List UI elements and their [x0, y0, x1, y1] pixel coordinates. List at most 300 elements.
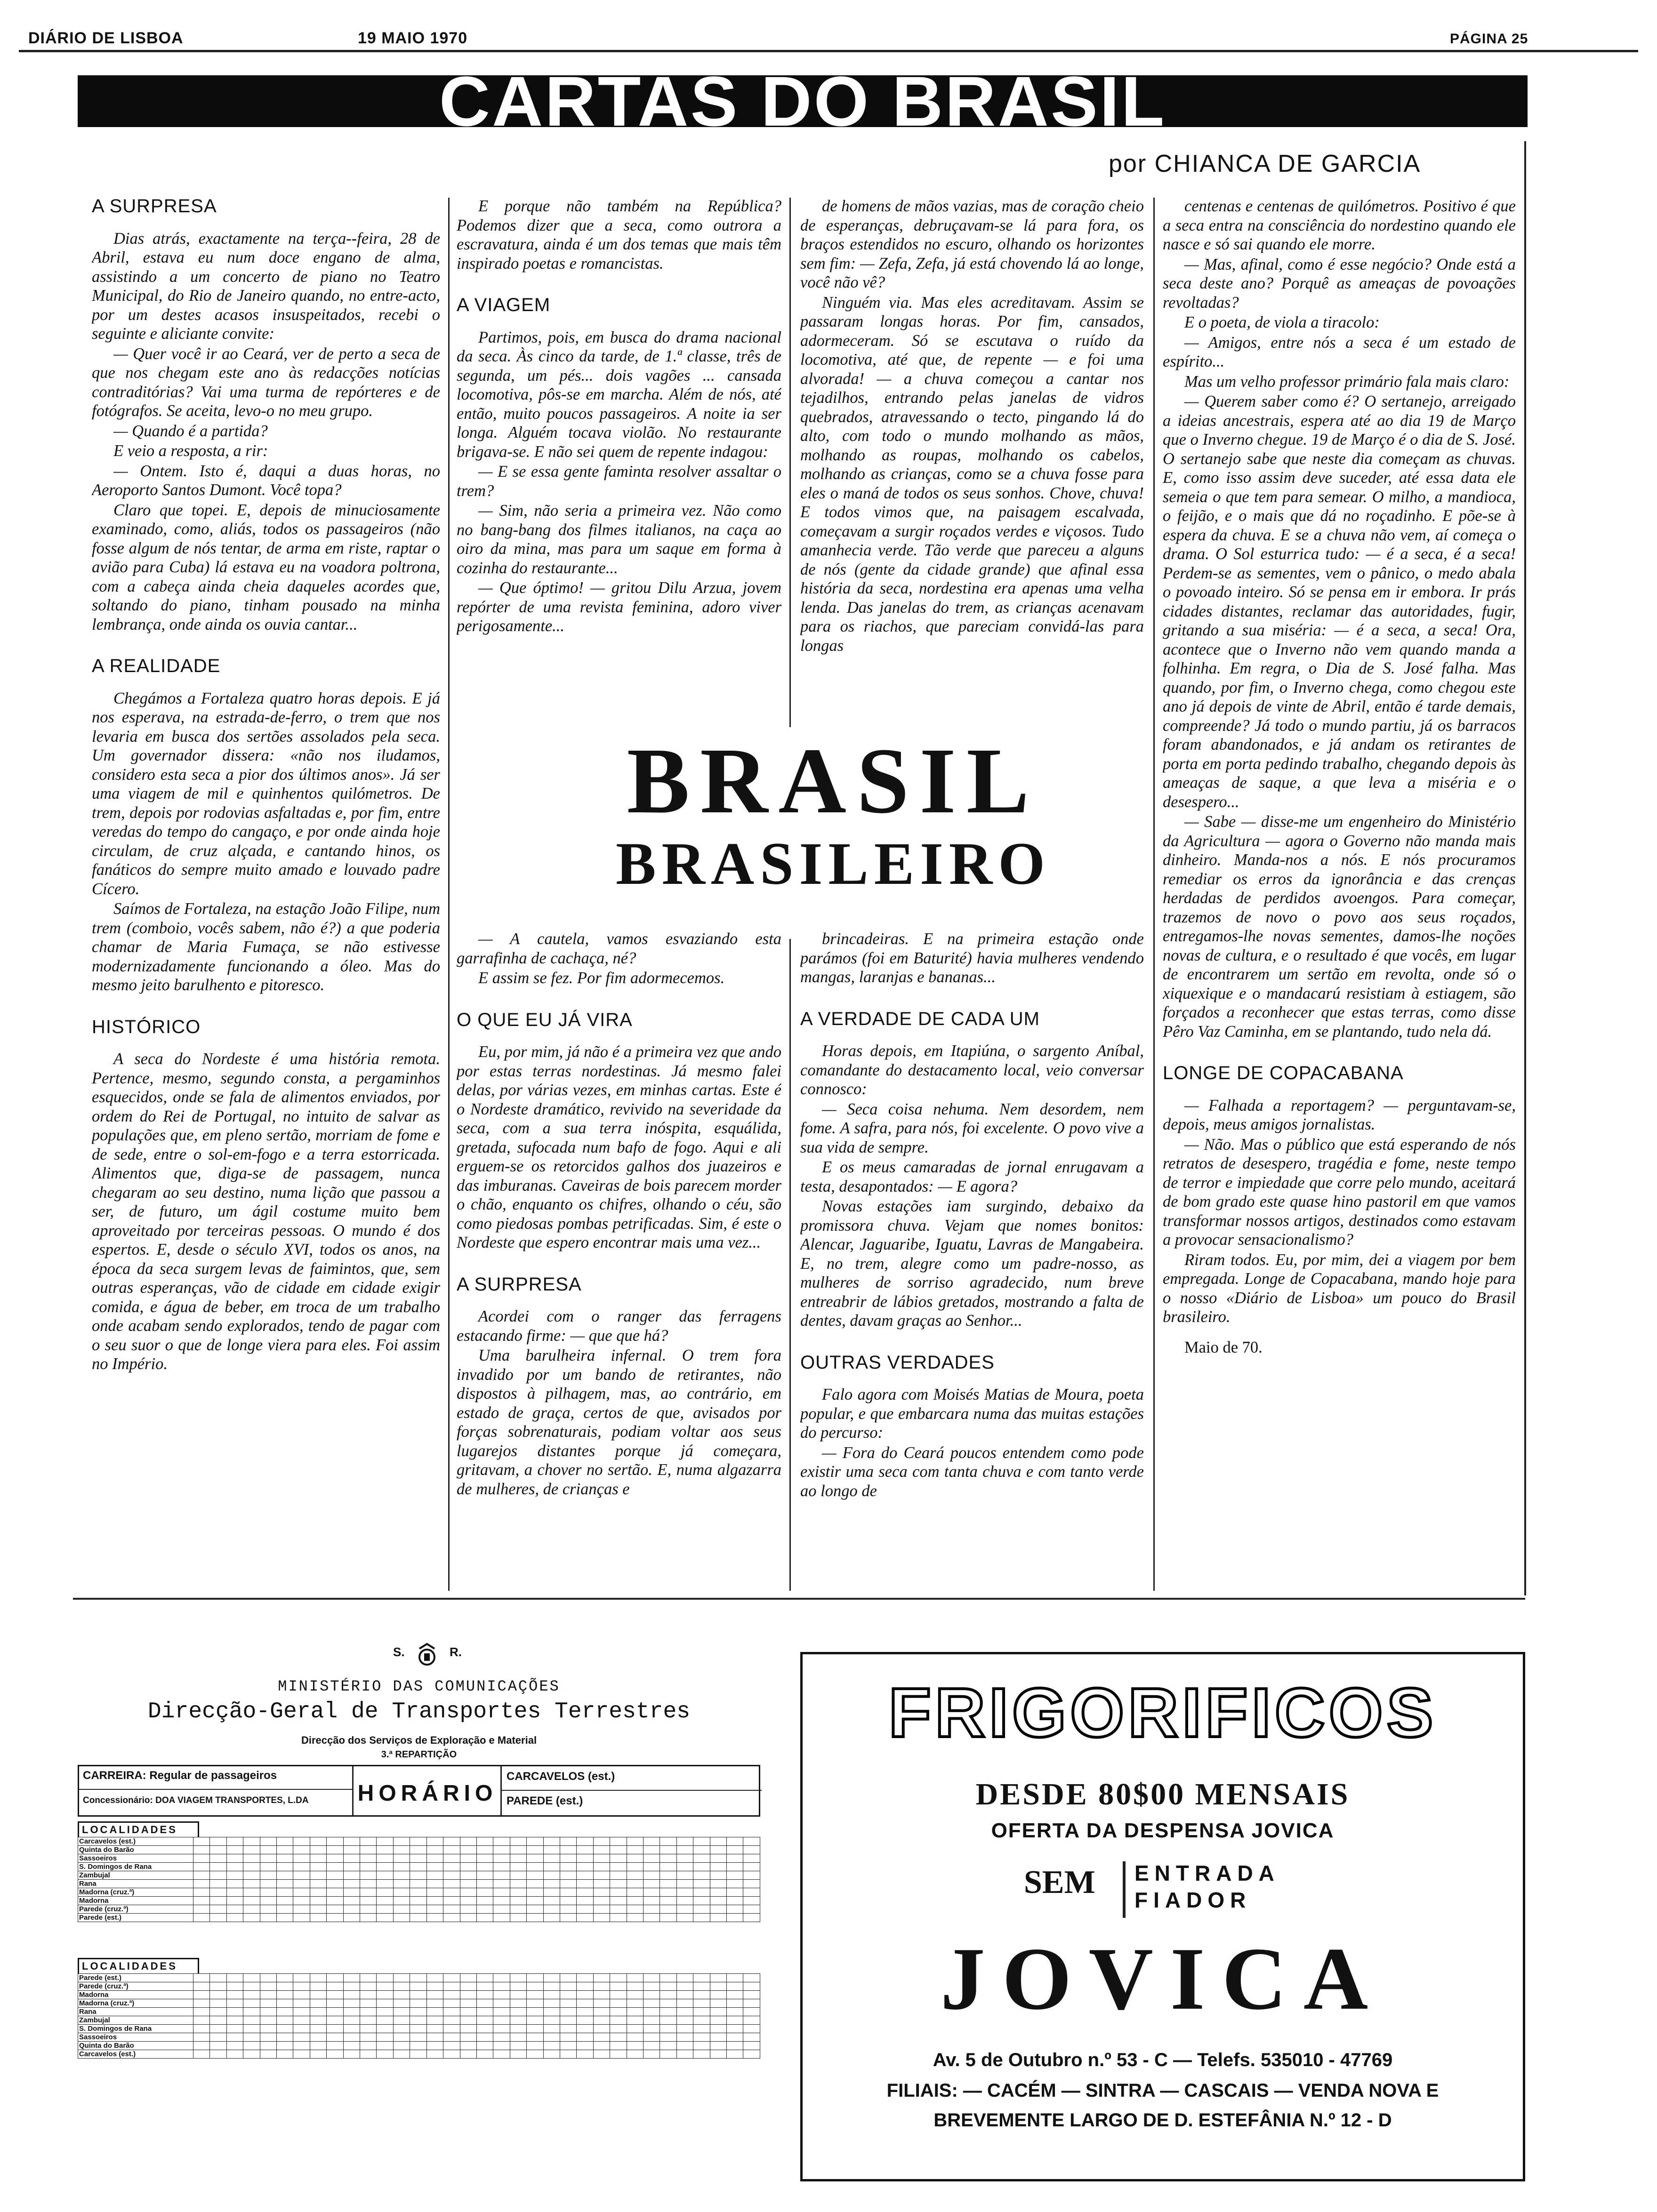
- time-cell: [527, 2025, 543, 2033]
- time-cell: [693, 1974, 710, 1982]
- time-cell: [410, 1982, 426, 1991]
- time-cell: [627, 2050, 643, 2059]
- time-cell: [293, 1837, 310, 1846]
- time-cell: [693, 1863, 710, 1871]
- time-cell: [510, 1897, 526, 1905]
- time-cell: [593, 1837, 610, 1846]
- time-cell: [243, 2033, 260, 2042]
- time-cell: [610, 2050, 627, 2059]
- route-type: CARREIRA: Regular de passageiros: [83, 1769, 277, 1782]
- time-cell: [260, 1905, 276, 1914]
- paragraph: — Sabe — disse-me um engenheiro do Ministério da Agricultura — agora o Governo não manda mais dinheiro. Manda-nos a nós. E nós procuramos remediar os erros da ignorância e das crenças herdadas de perdidos avoengos. Para começar, trazemos de novo o povo aos seus roçados, entregamos-lhe novas sementes, damos-lhe noções novas de cultura, e o resultado é que vocês, em lugar de encontrarem um sertão em revolta, onde só o xiquexique e o mandacarú resistiam à estiagem, são forçados a reconhecer que estas terras, como disse Pêro Vaz Caminha, em se plantando, tudo nela dá.: [1163, 813, 1516, 1041]
- time-cell: [743, 1846, 760, 1854]
- time-cell: [443, 1999, 460, 2008]
- timetable-return: [78, 1958, 760, 2059]
- time-cell: [577, 1888, 593, 1897]
- feature-subtitle: BRASILEIRO: [616, 830, 1051, 897]
- time-cell: [543, 2016, 560, 2025]
- subheading-a-realidade: A REALIDADE: [92, 656, 221, 676]
- paragraph: de homens de mãos vazias, mas de coração cheio de esperanças, debruçavam-se lá para fora, os braços estendidos no escuro, olhando os horizontes sem fim: — Zefa, Zefa, já está chovendo lá ao longe, você não vê?: [800, 197, 1144, 291]
- time-cell: [277, 1888, 293, 1897]
- time-cell: [560, 1905, 576, 1914]
- time-cell: [310, 1974, 326, 1982]
- timetable-header: [78, 1765, 760, 1817]
- time-cell: [377, 1863, 393, 1871]
- timetable-row: [78, 1905, 760, 1914]
- paragraph: Saímos de Fortaleza, na estação João Filipe, num trem (comboio, vocês sabem, não é?) a que poderia chamar de Maria Fumaça, se não estivesse modernizadamente funcionando a óleo. Mas do mesmo jeito barulhento e pitoresco.: [92, 900, 440, 994]
- time-cell: [627, 1999, 643, 2008]
- time-cell: [426, 2025, 443, 2033]
- time-cell: [210, 1897, 226, 1905]
- time-cell: [676, 2033, 693, 2042]
- time-cell: [693, 1871, 710, 1880]
- time-cell: [527, 2016, 543, 2025]
- time-cell: [610, 1871, 627, 1880]
- time-cell: [310, 1837, 326, 1846]
- time-cell: [476, 1871, 493, 1880]
- time-cell: [710, 1880, 726, 1888]
- time-cell: [226, 1974, 243, 1982]
- time-cell: [327, 2008, 343, 2016]
- time-cell: [577, 2008, 593, 2016]
- time-cell: [310, 1863, 326, 1871]
- time-cell: [243, 1871, 260, 1880]
- time-cell: [543, 1888, 560, 1897]
- time-cell: [543, 1974, 560, 1982]
- time-cell: [193, 1974, 210, 1982]
- time-cell: [693, 1999, 710, 2008]
- time-cell: [710, 1999, 726, 2008]
- time-cell: [510, 2025, 526, 2033]
- time-cell: [310, 1888, 326, 1897]
- time-cell: [193, 2008, 210, 2016]
- time-cell: [277, 1863, 293, 1871]
- stop-name: Madorna (cruz.ª): [78, 1888, 193, 1897]
- time-cell: [443, 2008, 460, 2016]
- time-cell: [360, 1905, 377, 1914]
- time-cell: [510, 1982, 526, 1991]
- time-cell: [460, 1837, 476, 1846]
- timetable-label: HORÁRIO: [357, 1781, 498, 1806]
- time-cell: [593, 2042, 610, 2050]
- time-cell: [577, 1880, 593, 1888]
- time-cell: [343, 1880, 360, 1888]
- time-cell: [627, 1905, 643, 1914]
- time-cell: [543, 1897, 560, 1905]
- time-cell: [243, 1837, 260, 1846]
- advert-company: JOVICA: [940, 1930, 1385, 2028]
- time-cell: [643, 1982, 660, 1991]
- time-cell: [360, 1999, 377, 2008]
- time-cell: [610, 1905, 627, 1914]
- header-divider: [79, 1789, 352, 1790]
- stop-name: Parede (est.): [78, 1974, 193, 1982]
- time-cell: [643, 1999, 660, 2008]
- time-cell: [360, 2008, 377, 2016]
- time-cell: [693, 1982, 710, 1991]
- time-cell: [510, 1974, 526, 1982]
- time-cell: [710, 1846, 726, 1854]
- time-cell: [243, 2042, 260, 2050]
- time-cell: [627, 1871, 643, 1880]
- time-cell: [560, 1837, 576, 1846]
- time-cell: [676, 1905, 693, 1914]
- time-cell: [310, 1871, 326, 1880]
- timetable-table: [78, 1973, 760, 2059]
- operator: Concessionário: DOA VIAGEM TRANSPORTES, L.DA: [83, 1795, 309, 1805]
- time-cell: [577, 1905, 593, 1914]
- paragraph: Partimos, pois, em busca do drama nacional da seca. Às cinco da tarde, de 1.ª classe, três de segunda, um pés... dois vagões ... cansada locomotiva, pôs-se em marcha. Além de nós, até então, muito poucos passageiros. A noite ia ser longa. Alguém tocava violão. No restaurante brigava-se. E não sei quem de repente indagou:: [457, 328, 781, 461]
- time-cell: [727, 2042, 743, 2050]
- time-cell: [360, 2042, 377, 2050]
- paragraph: Riram todos. Eu, por mim, dei a viagem por bem empregada. Longe de Copacabana, mando hoje para o nosso «Diário de Lisboa» um pouco do Brasil brasileiro.: [1163, 1250, 1516, 1326]
- time-cell: [243, 2008, 260, 2016]
- paragraph: Claro que topei. E, depois de minuciosamente examinado, como, aliás, todos os passageiros (não fosse algum de nós tentar, de arma em riste, raptar o avião para Cuba) lá estava eu na voadora poltrona, com a cabeça ainda cheia daqueles acordes que, soltando do piano, tinham pousado na minha lembrança, onde ainda os ouvia cantar...: [92, 501, 440, 633]
- time-cell: [543, 1846, 560, 1854]
- time-cell: [577, 1854, 593, 1863]
- time-cell: [493, 2016, 510, 2025]
- time-cell: [527, 1854, 543, 1863]
- time-cell: [210, 1863, 226, 1871]
- timetable-row: [78, 1880, 760, 1888]
- localities-header-2: LOCALIDADES: [78, 1958, 199, 1973]
- time-cell: [193, 2042, 210, 2050]
- time-cell: [260, 2016, 276, 2025]
- time-cell: [460, 1888, 476, 1897]
- time-cell: [277, 1974, 293, 1982]
- time-cell: [360, 2016, 377, 2025]
- paragraph: E porque não também na República? Podemos dizer que a seca, como outrora a escravatura, ainda é um dos temas que mais têm inspirado poetas e romancistas.: [457, 197, 781, 272]
- time-cell: [360, 1991, 377, 1999]
- time-cell: [743, 1974, 760, 1982]
- time-cell: [310, 1914, 326, 1922]
- time-cell: [443, 1888, 460, 1897]
- time-cell: [543, 1982, 560, 1991]
- time-cell: [693, 1905, 710, 1914]
- subheading-outras-verdades: OUTRAS VERDADES: [800, 1352, 995, 1373]
- time-cell: [410, 1991, 426, 1999]
- time-cell: [243, 1991, 260, 1999]
- time-cell: [293, 1846, 310, 1854]
- time-cell: [710, 1888, 726, 1897]
- time-cell: [393, 1914, 410, 1922]
- time-cell: [327, 2042, 343, 2050]
- time-cell: [193, 1897, 210, 1905]
- time-cell: [426, 1837, 443, 1846]
- paragraph: — Ontem. Isto é, daqui a duas horas, no Aeroporto Santos Dumont. Você topa?: [92, 462, 440, 499]
- time-cell: [527, 2033, 543, 2042]
- time-cell: [660, 1991, 676, 1999]
- time-cell: [676, 1897, 693, 1905]
- header-divider-v2: [500, 1766, 502, 1815]
- time-cell: [393, 1871, 410, 1880]
- time-cell: [610, 2025, 627, 2033]
- stop-name: Sassoeiros: [78, 1854, 193, 1863]
- time-cell: [610, 1880, 627, 1888]
- time-cell: [560, 1974, 576, 1982]
- time-cell: [727, 1905, 743, 1914]
- time-cell: [327, 2033, 343, 2042]
- time-cell: [277, 1837, 293, 1846]
- time-cell: [577, 2042, 593, 2050]
- time-cell: [277, 1871, 293, 1880]
- time-cell: [293, 1905, 310, 1914]
- time-cell: [226, 1888, 243, 1897]
- time-cell: [743, 2042, 760, 2050]
- paragraph: — A cautela, vamos esvaziando esta garrafinha de cachaça, né?: [457, 930, 781, 967]
- time-cell: [577, 2033, 593, 2042]
- time-cell: [476, 2050, 493, 2059]
- time-cell: [243, 1974, 260, 1982]
- time-cell: [226, 1999, 243, 2008]
- time-cell: [493, 1863, 510, 1871]
- time-cell: [443, 1905, 460, 1914]
- time-cell: [510, 2008, 526, 2016]
- time-cell: [460, 1854, 476, 1863]
- time-cell: [226, 1982, 243, 1991]
- time-cell: [327, 1991, 343, 1999]
- time-cell: [560, 2016, 576, 2025]
- time-cell: [443, 1880, 460, 1888]
- time-cell: [493, 1888, 510, 1897]
- time-cell: [277, 1982, 293, 1991]
- paragraph: Novas estações iam surgindo, debaixo da promissora chuva. Vejam que nomes bonitos: Alencar, Jaguaribe, Iguatu, Lavras de Mangabeira. E, no trem, alegre como um padre-nosso, as mulheres de sorriso agradecido, num breve entreabrir de lábios gretados, mostrando a falta de dentes, davam graças ao Senhor...: [800, 1197, 1144, 1330]
- time-cell: [426, 2042, 443, 2050]
- time-cell: [627, 1880, 643, 1888]
- time-cell: [293, 1854, 310, 1863]
- column-4: [1163, 197, 1516, 1590]
- time-cell: [676, 1880, 693, 1888]
- advert-sem: SEM: [1024, 1864, 1095, 1900]
- time-cell: [660, 1999, 676, 2008]
- time-cell: [260, 1846, 276, 1854]
- stop-name: Quinta do Barão: [78, 1846, 193, 1854]
- time-cell: [510, 2050, 526, 2059]
- timetable-grid-b: [78, 1973, 760, 2059]
- time-cell: [226, 1863, 243, 1871]
- time-cell: [660, 1914, 676, 1922]
- time-cell: [710, 2042, 726, 2050]
- time-cell: [210, 2042, 226, 2050]
- time-cell: [360, 1871, 377, 1880]
- time-cell: [460, 1897, 476, 1905]
- time-cell: [476, 1999, 493, 2008]
- time-cell: [293, 1974, 310, 1982]
- time-cell: [543, 2050, 560, 2059]
- stop-name: Madorna: [78, 1897, 193, 1905]
- time-cell: [493, 1982, 510, 1991]
- time-cell: [443, 2050, 460, 2059]
- time-cell: [360, 1854, 377, 1863]
- time-cell: [310, 2033, 326, 2042]
- time-cell: [327, 1863, 343, 1871]
- time-cell: [426, 1888, 443, 1897]
- time-cell: [210, 1982, 226, 1991]
- route-destination: PAREDE (est.): [507, 1795, 583, 1807]
- time-cell: [210, 1837, 226, 1846]
- time-cell: [643, 1991, 660, 1999]
- time-cell: [593, 1905, 610, 1914]
- time-cell: [610, 1914, 627, 1922]
- time-cell: [610, 1897, 627, 1905]
- time-cell: [527, 2042, 543, 2050]
- time-cell: [710, 1914, 726, 1922]
- time-cell: [577, 1914, 593, 1922]
- time-cell: [577, 1846, 593, 1854]
- time-cell: [193, 1991, 210, 1999]
- time-cell: [343, 1871, 360, 1880]
- time-cell: [343, 2042, 360, 2050]
- time-cell: [527, 1905, 543, 1914]
- time-cell: [676, 1991, 693, 1999]
- time-cell: [243, 1982, 260, 1991]
- time-cell: [460, 1982, 476, 1991]
- time-cell: [510, 1999, 526, 2008]
- time-cell: [327, 1871, 343, 1880]
- time-cell: [660, 2025, 676, 2033]
- time-cell: [343, 1863, 360, 1871]
- time-cell: [727, 1897, 743, 1905]
- time-cell: [743, 2008, 760, 2016]
- stop-name: Sassoeiros: [78, 2033, 193, 2042]
- time-cell: [493, 1880, 510, 1888]
- time-cell: [443, 1914, 460, 1922]
- time-cell: [443, 1982, 460, 1991]
- time-cell: [443, 2016, 460, 2025]
- time-cell: [377, 2016, 393, 2025]
- timetable-row: [78, 1854, 760, 1863]
- time-cell: [643, 2033, 660, 2042]
- time-cell: [610, 1863, 627, 1871]
- time-cell: [610, 2033, 627, 2042]
- subheading-o-que-eu-ja-vira: O QUE EU JÁ VIRA: [457, 1009, 633, 1030]
- time-cell: [610, 2016, 627, 2025]
- time-cell: [293, 1982, 310, 1991]
- time-cell: [743, 1905, 760, 1914]
- column-2-bottom: [457, 930, 781, 1591]
- time-cell: [727, 1863, 743, 1871]
- time-cell: [660, 2016, 676, 2025]
- time-cell: [310, 2025, 326, 2033]
- time-cell: [643, 2016, 660, 2025]
- time-cell: [543, 2025, 560, 2033]
- time-cell: [710, 2025, 726, 2033]
- time-cell: [310, 2016, 326, 2025]
- time-cell: [277, 1897, 293, 1905]
- time-cell: [360, 2025, 377, 2033]
- time-cell: [327, 1880, 343, 1888]
- time-cell: [327, 1974, 343, 1982]
- time-cell: [260, 2033, 276, 2042]
- time-cell: [243, 1888, 260, 1897]
- time-cell: [393, 1897, 410, 1905]
- time-cell: [343, 1991, 360, 1999]
- time-cell: [743, 1880, 760, 1888]
- time-cell: [693, 1888, 710, 1897]
- paragraph: Eu, por mim, já não é a primeira vez que ando por estas terras nordestinas. Já mesmo falei delas, por várias vezes, em minhas cartas. Este é o Nordeste dramático, revivido na severidade da seca, com a sua terra inóspita, esquálida, gretada, sufocada num bafo de fogo. Aqui e ali erguem-se os retorcidos galhos dos juazeiros e das imburanas. Caveiras de bois parecem morder o chão, enquanto os chifres, olhando o céu, são como piedosas pombas petrificadas. Sim, é este o Nordeste que espero encontrar mais uma vez...: [457, 1043, 781, 1251]
- stop-name: Parede (est.): [78, 1914, 193, 1922]
- advert-address: Av. 5 de Outubro n.º 53 - C — Telefs. 535010 - 47769: [933, 2050, 1393, 2070]
- time-cell: [693, 1880, 710, 1888]
- paragraph: centenas e centenas de quilómetros. Positivo é que a seca entra na consciência do nordestino quando ele nasce e só sai quando ele morre.: [1163, 197, 1516, 253]
- time-cell: [260, 1888, 276, 1897]
- time-cell: [743, 1982, 760, 1991]
- time-cell: [727, 2025, 743, 2033]
- time-cell: [493, 1846, 510, 1854]
- time-cell: [260, 1854, 276, 1863]
- timetable-row: [78, 1974, 760, 1982]
- time-cell: [193, 1880, 210, 1888]
- time-cell: [226, 2016, 243, 2025]
- time-cell: [210, 1880, 226, 1888]
- time-cell: [643, 2008, 660, 2016]
- time-cell: [627, 2033, 643, 2042]
- time-cell: [543, 2008, 560, 2016]
- subheading-a-viagem: A VIAGEM: [457, 295, 551, 315]
- time-cell: [676, 1914, 693, 1922]
- time-cell: [543, 1991, 560, 1999]
- stop-name: Zambujal: [78, 2016, 193, 2025]
- time-cell: [676, 2050, 693, 2059]
- timetable-table: [78, 1837, 760, 1922]
- time-cell: [393, 1880, 410, 1888]
- time-cell: [527, 1897, 543, 1905]
- subheading-a-verdade-de-cada-um: A VERDADE DE CADA UM: [800, 1008, 1040, 1029]
- time-cell: [377, 1846, 393, 1854]
- time-cell: [377, 1871, 393, 1880]
- time-cell: [510, 1991, 526, 1999]
- time-cell: [610, 1837, 627, 1846]
- paragraph: Uma barulheira infernal. O trem fora invadido por um bando de retirantes, não dispostos à pilhagem, mas, ao contrário, em estado de graça, certos de que, avisados por forças sobrenaturais, podiam voltar aos seus lugarejos distantes porque já começara, gritavam, a chover no sertão. E, numa algazarra de mulheres, de crianças e: [457, 1346, 781, 1498]
- time-cell: [260, 1880, 276, 1888]
- time-cell: [610, 1974, 627, 1982]
- time-cell: [426, 1982, 443, 1991]
- time-cell: [510, 1914, 526, 1922]
- timetable-row: [78, 1897, 760, 1905]
- time-cell: [443, 1846, 460, 1854]
- time-cell: [727, 1991, 743, 1999]
- time-cell: [510, 2033, 526, 2042]
- time-cell: [627, 1991, 643, 1999]
- time-cell: [393, 2033, 410, 2042]
- time-cell: [360, 2050, 377, 2059]
- time-cell: [510, 1846, 526, 1854]
- time-cell: [593, 1880, 610, 1888]
- time-cell: [443, 2025, 460, 2033]
- time-cell: [643, 1880, 660, 1888]
- time-cell: [593, 2050, 610, 2059]
- time-cell: [426, 1905, 443, 1914]
- time-cell: [243, 1854, 260, 1863]
- paragraph: — Querem saber como é? O sertanejo, arreigado a ideias ancestrais, espera até ao dia 19 de Março que o Inverno chegue. 19 de Março é o dia de S. José. O sertanejo sabe que neste dia começam as chuvas. E, como isso assim deve suceder, até essa data ele semeia o que tem para semear. O milho, a mandioca, o feijão, e o mais que dá no roçadinho. E põe-se à espera da chuva. E se a chuva não vem, aí começa o drama. O Sol esturrica tudo: — é a seca, é a seca! Perdem-se as sementes, vem o pânico, o medo abala o povoado inteiro. Só se pensa em ir embora. Ir prás cidades distantes, reclamar das autoridades, fugir, gritando a sua miséria: — é a seca, a seca! Ora, acontece que o Inverno não vem quando manda a folhinha. Em regra, o Dia de S. José falha. Mas quando, por fim, o Inverno chega, como chegou este ano já depois de vinte de Abril, então é tarde demais, compreende? Já todo o mundo partiu, já os barracos foram abandonados, e já andam os retirantes de porta em porta pedindo trabalho, chegando depois às ameaças de saque, a que leva a miséria e o desespero...: [1163, 393, 1516, 811]
- time-cell: [343, 2008, 360, 2016]
- time-cell: [327, 1846, 343, 1854]
- time-cell: [343, 1854, 360, 1863]
- time-cell: [460, 2025, 476, 2033]
- time-cell: [710, 1854, 726, 1863]
- time-cell: [577, 1837, 593, 1846]
- time-cell: [277, 1854, 293, 1863]
- time-cell: [610, 1888, 627, 1897]
- time-cell: [660, 2033, 676, 2042]
- time-cell: [193, 2025, 210, 2033]
- time-cell: [260, 1999, 276, 2008]
- time-cell: [527, 1837, 543, 1846]
- time-cell: [476, 1982, 493, 1991]
- time-cell: [743, 2033, 760, 2042]
- time-cell: [410, 2025, 426, 2033]
- time-cell: [560, 1863, 576, 1871]
